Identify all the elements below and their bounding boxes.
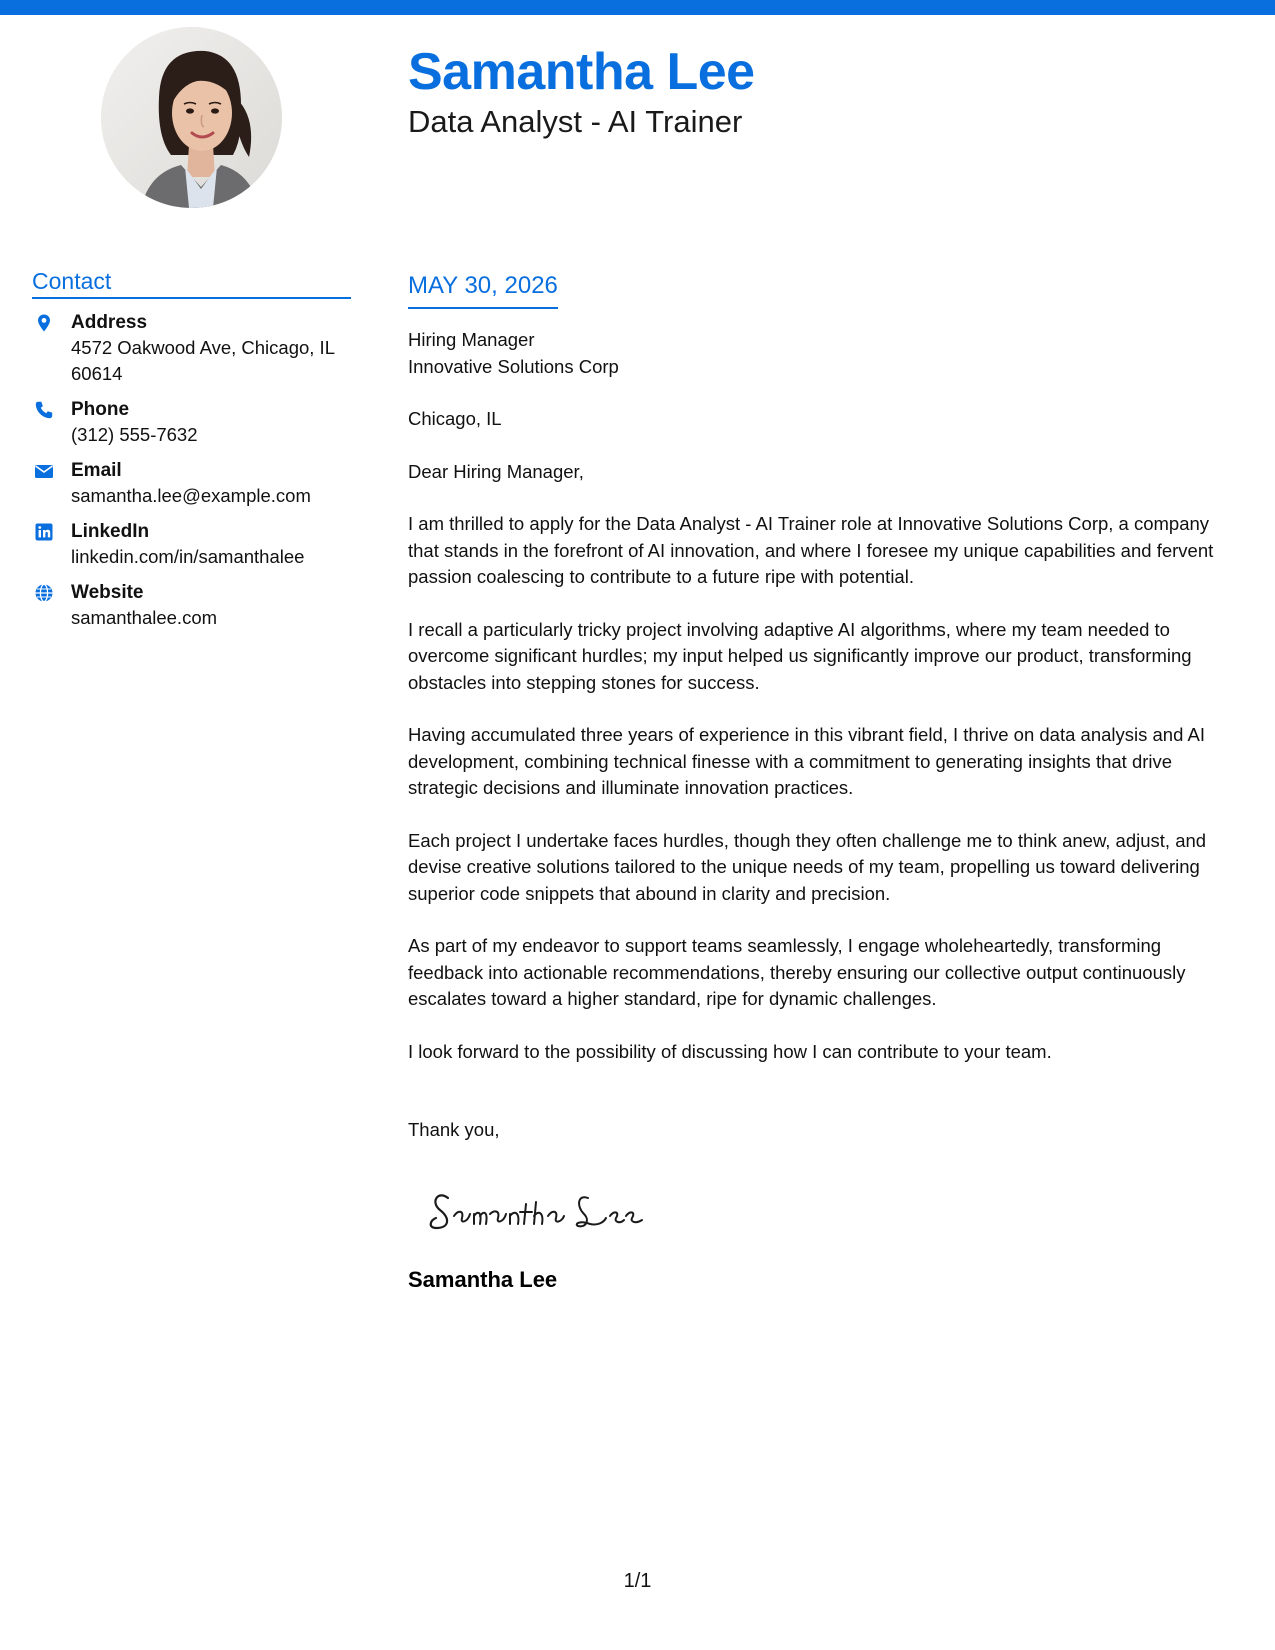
handwritten-signature xyxy=(428,1176,658,1236)
website-value: samanthalee.com xyxy=(71,607,218,628)
paragraph-4: Each project I undertake faces hurdles, though they often challenge me to think anew, adjust, and devise creative solutions tailored to the unique needs of my team, propelling us toward delivering superior code snippets that abound in clarity and precision. xyxy=(408,829,1207,904)
top-accent-bar xyxy=(0,0,1275,15)
contact-item-address xyxy=(32,311,362,387)
contact-heading: Contact xyxy=(32,265,351,299)
job-title: Data Analyst - AI Trainer xyxy=(408,104,743,139)
recipient-block xyxy=(408,327,1238,380)
contact-list xyxy=(32,311,362,642)
recipient-name: Hiring Manager xyxy=(408,329,535,350)
paragraph-3: Having accumulated three years of experience in this vibrant field, I thrive on data analysis and AI development, combining technical finesse with a commitment to generating insights that drive strategic decisions and illuminate innovation practices. xyxy=(408,724,1205,798)
email-label: Email xyxy=(71,460,122,481)
applicant-name: Samantha Lee xyxy=(408,43,755,101)
address-label: Address xyxy=(71,312,148,333)
letter-date: MAY 30, 2026 xyxy=(408,268,558,309)
paragraph-1: I am thrilled to apply for the Data Analyst - AI Trainer role at Innovative Solutions Corp, a company that stands in the forefront of AI innovation, and where I foresee my unique capabilities and fervent passion coalescing to contribute to a future ripe with potential. xyxy=(408,513,1214,587)
profile-photo xyxy=(101,27,282,208)
globe-icon xyxy=(34,583,54,603)
linkedin-value: linkedin.com/in/samanthalee xyxy=(71,546,305,567)
phone-value: (312) 555-7632 xyxy=(71,424,198,445)
avatar xyxy=(101,27,282,208)
map-pin-icon xyxy=(34,313,54,333)
website-label: Website xyxy=(71,582,144,603)
email-value: samantha.lee@example.com xyxy=(71,485,311,506)
paragraph-5: As part of my endeavor to support teams seamlessly, I engage wholeheartedly, transforming feedback into actionable recommendations, thereby ensuring our collective output continuously escalates toward a higher standard, ripe for dynamic challenges. xyxy=(408,935,1186,1009)
email-icon xyxy=(34,461,54,481)
phone-label: Phone xyxy=(71,399,130,420)
contact-item-phone xyxy=(32,398,362,448)
address-value: 4572 Oakwood Ave, Chicago, IL 60614 xyxy=(71,337,335,384)
salutation: Dear Hiring Manager, xyxy=(408,460,584,482)
letter-body xyxy=(408,327,1238,1144)
contact-item-linkedin xyxy=(32,520,362,570)
linkedin-icon xyxy=(34,522,54,542)
recipient-company: Innovative Solutions Corp xyxy=(408,355,619,377)
paragraph-2: I recall a particularly tricky project involving adaptive AI algorithms, where my team needed to overcome significant hurdles; my input helped us significantly improve our product, transforming obstacles into stepping stones for success. xyxy=(408,618,1192,693)
page-number: 1/1 xyxy=(623,1570,652,1592)
recipient-location: Chicago, IL xyxy=(408,408,502,429)
signer-name: Samantha Lee xyxy=(408,1267,558,1292)
paragraph-6: I look forward to the possibility of discussing how I can contribute to your team. xyxy=(408,1040,1052,1062)
linkedin-label: LinkedIn xyxy=(71,521,150,542)
contact-item-website xyxy=(32,581,362,631)
contact-item-email xyxy=(32,459,362,509)
closing: Thank you, xyxy=(408,1119,500,1140)
phone-icon xyxy=(34,400,54,420)
